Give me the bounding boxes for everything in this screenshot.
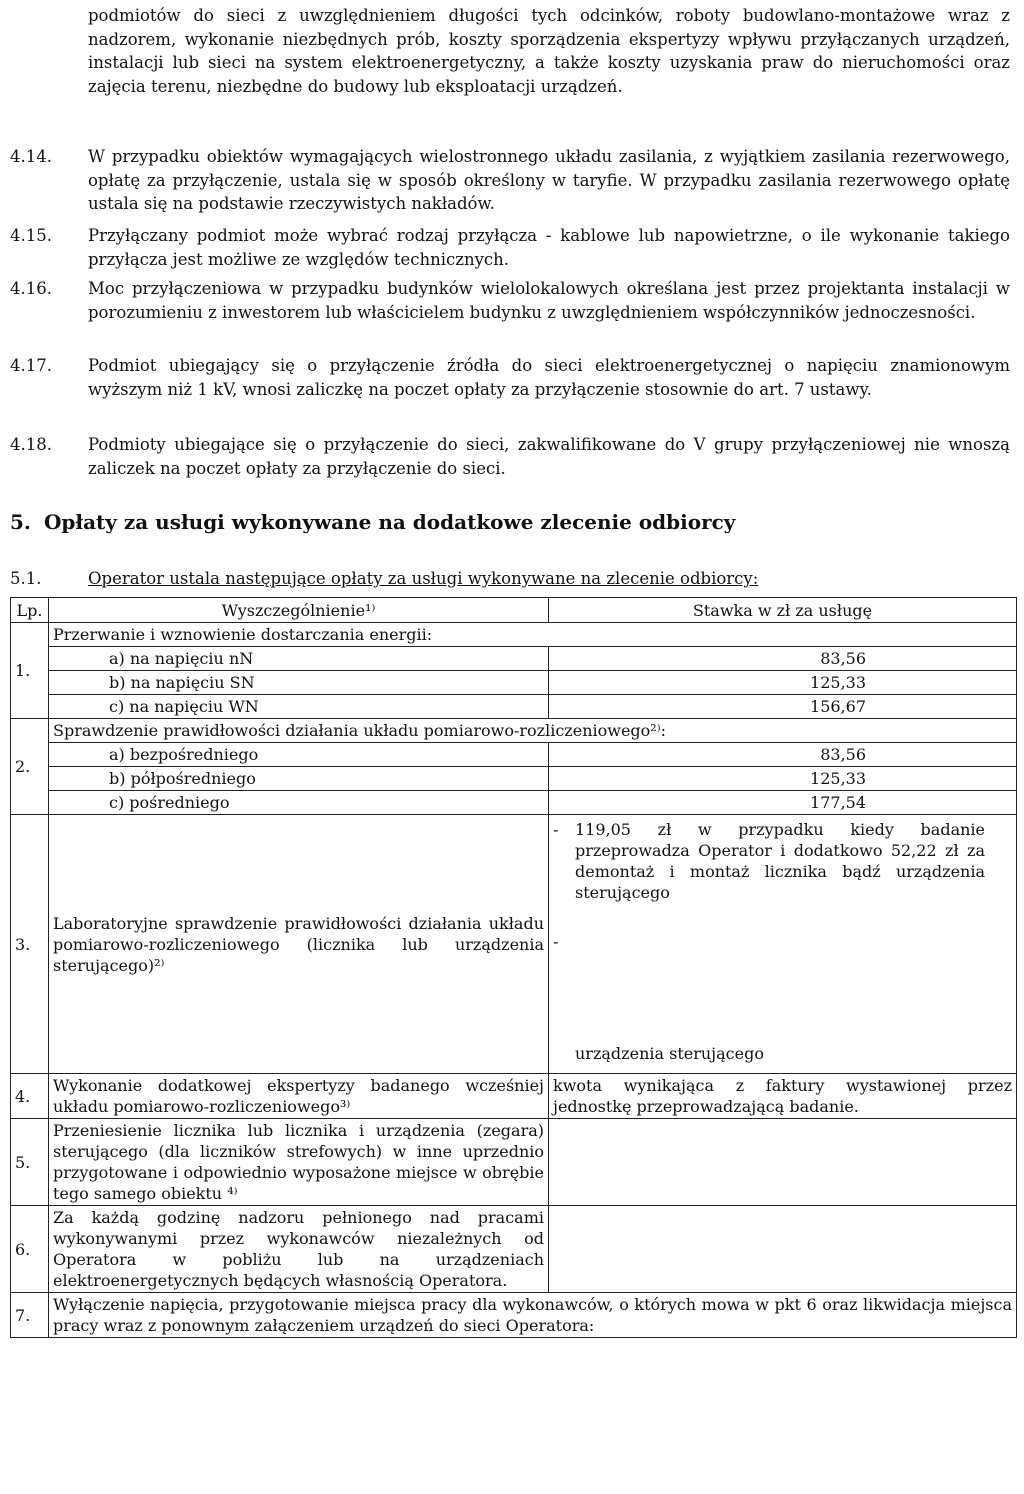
row-item-value: 156,67 [549, 695, 1017, 719]
row-item-value: 83,56 [549, 743, 1017, 767]
paragraph-4-16: Moc przyłączeniowa w przypadku budynków wielolokalowych określana jest przez projektanta instalacji w porozumieniu z inwestorem lub właścicielem budynku z uwzględnieniem współczynników jednoczesności. [88, 279, 1010, 322]
rate-dash: - [553, 820, 559, 839]
header-description: Wyszczególnienie¹⁾ [49, 598, 549, 623]
row-rate-empty [549, 1206, 1017, 1293]
header-rate: Stawka w zł za usługę [549, 598, 1017, 623]
header-lp: Lp. [11, 598, 49, 623]
row-number: 3. [11, 815, 49, 1074]
row-number: 6. [11, 1206, 49, 1293]
section-heading [10, 508, 735, 536]
paragraph-number: 4.16. [10, 279, 52, 298]
row-number: 4. [11, 1074, 49, 1119]
row-item-label: b) na napięciu SN [49, 671, 549, 695]
row-title: Przerwanie i wznowienie dostarczania energii: [49, 623, 1017, 647]
row-item-value: 125,33 [549, 671, 1017, 695]
row-description: Wyłączenie napięcia, przygotowanie miejsca pracy dla wykonawców, o których mowa w pkt 6 oraz likwidacja miejsca pracy wraz z ponownym załączeniem urządzeń do sieci Operatora: [49, 1293, 1017, 1338]
section-number: 5. [10, 510, 31, 534]
section-title: Opłaty za usługi wykonywane na dodatkowe zlecenie odbiorcy [44, 510, 736, 534]
paragraph-number: 4.15. [10, 226, 52, 245]
subsection-5-1 [10, 567, 758, 591]
table-row [11, 719, 1017, 743]
row-rate [549, 815, 1017, 1074]
row-title: Sprawdzenie prawidłowości działania układu pomiarowo-rozliczeniowego²⁾: [49, 719, 1017, 743]
row-item-label: c) na napięciu WN [49, 695, 549, 719]
paragraph-number: 4.17. [10, 356, 52, 375]
paragraph-4-18: Podmioty ubiegające się o przyłączenie do sieci, zakwalifikowane do V grupy przyłączeniowej nie wnoszą zaliczek na poczet opłaty za przyłączenie do sieci. [88, 435, 1010, 478]
row-item-value: 83,56 [549, 647, 1017, 671]
table-row [11, 767, 1017, 791]
table-row [11, 695, 1017, 719]
table-row [11, 743, 1017, 767]
table-row [11, 647, 1017, 671]
row-item-label: a) bezpośredniego [49, 743, 549, 767]
row-description: Przeniesienie licznika lub licznika i urządzenia (zegara) sterującego (dla liczników strefowych) w inne uprzednio przygotowane i odpowiednio wyposażone miejsce w obrębie tego samego obiektu ⁴⁾ [49, 1119, 549, 1206]
paragraph-number: 4.14. [10, 147, 52, 166]
paragraph-4-14: W przypadku obiektów wymagających wielostronnego układu zasilania, z wyjątkiem zasilania rezerwowego, opłatę za przyłączenie, ustala się w sposób określony w taryfie. W przypadku zasilania rezerwowego opłatę ustala się na podstawie rzeczywistych nakładów. [88, 147, 1010, 213]
row-item-label: c) pośredniego [49, 791, 549, 815]
table-row [11, 1074, 1017, 1119]
row-rate-empty [549, 1119, 1017, 1206]
table-header-row [11, 598, 1017, 623]
paragraph-4-15: Przyłączany podmiot może wybrać rodzaj przyłącza - kablowe lub napowietrzne, o ile wykonanie takiego przyłącza jest możliwe ze względów technicznych. [88, 226, 1010, 269]
table-row [11, 1119, 1017, 1206]
table-row [11, 1293, 1017, 1338]
rate-empty-bullet [553, 931, 1012, 1043]
rate-dash: - [553, 932, 559, 951]
subsection-text: Operator ustala następujące opłaty za usługi wykonywane na zlecenie odbiorcy: [88, 569, 759, 588]
table-row [11, 671, 1017, 695]
row-description: Laboratoryjne sprawdzenie prawidłowości działania układu pomiarowo-rozliczeniowego (licznika lub urządzenia sterującego)²⁾ [49, 815, 549, 1074]
row-description: Wykonanie dodatkowej ekspertyzy badanego wcześniej układu pomiarowo-rozliczeniowego³⁾ [49, 1074, 549, 1119]
row-number: 1. [11, 623, 49, 719]
row-number: 5. [11, 1119, 49, 1206]
table-row [11, 623, 1017, 647]
table-row [11, 815, 1017, 1074]
row-item-value: 125,33 [549, 767, 1017, 791]
fees-table [10, 597, 1017, 1338]
row-item-label: b) półpośredniego [49, 767, 549, 791]
row-item-label: a) na napięciu nN [49, 647, 549, 671]
rate-tail: urządzenia sterującego [575, 1044, 764, 1063]
paragraph-4-17: Podmiot ubiegający się o przyłączenie źródła do sieci elektroenergetycznej o napięciu znamionowym wyższym niż 1 kV, wnosi zaliczkę na poczet opłaty za przyłączenie stosownie do art. 7 ustawy. [88, 356, 1010, 399]
paragraph-number: 4.18. [10, 435, 52, 454]
rate-text: 119,05 zł w przypadku kiedy badanie przeprowadza Operator i dodatkowo 52,22 zł za demontaż i montaż licznika bądź urządzenia sterującego [575, 820, 985, 902]
table-row [11, 1206, 1017, 1293]
row-item-value: 177,54 [549, 791, 1017, 815]
table-row [11, 791, 1017, 815]
row-description: Za każdą godzinę nadzoru pełnionego nad pracami wykonywanymi przez wykonawców niezależnych od Operatora w pobliżu lub na urządzeniach elektroenergetycznych będących własnością Operatora. [49, 1206, 549, 1293]
row-rate: kwota wynikająca z faktury wystawionej przez jednostkę przeprowadzającą badanie. [549, 1074, 1017, 1119]
subsection-number: 5.1. [10, 569, 42, 588]
intro-continuation: podmiotów do sieci z uwzględnieniem długości tych odcinków, roboty budowlano-montażowe wraz z nadzorem, wykonanie niezbędnych prób, koszty sporządzenia ekspertyzy wpływu przyłączanych urządzeń, instalacji lub sieci na system elektroenergetyczny, a także koszty uzyskania praw do nieruchomości oraz zajęcia terenu, niezbędne do budowy lub eksploatacji urządzeń. [88, 6, 1010, 96]
row-number: 7. [11, 1293, 49, 1338]
row-number: 2. [11, 719, 49, 815]
